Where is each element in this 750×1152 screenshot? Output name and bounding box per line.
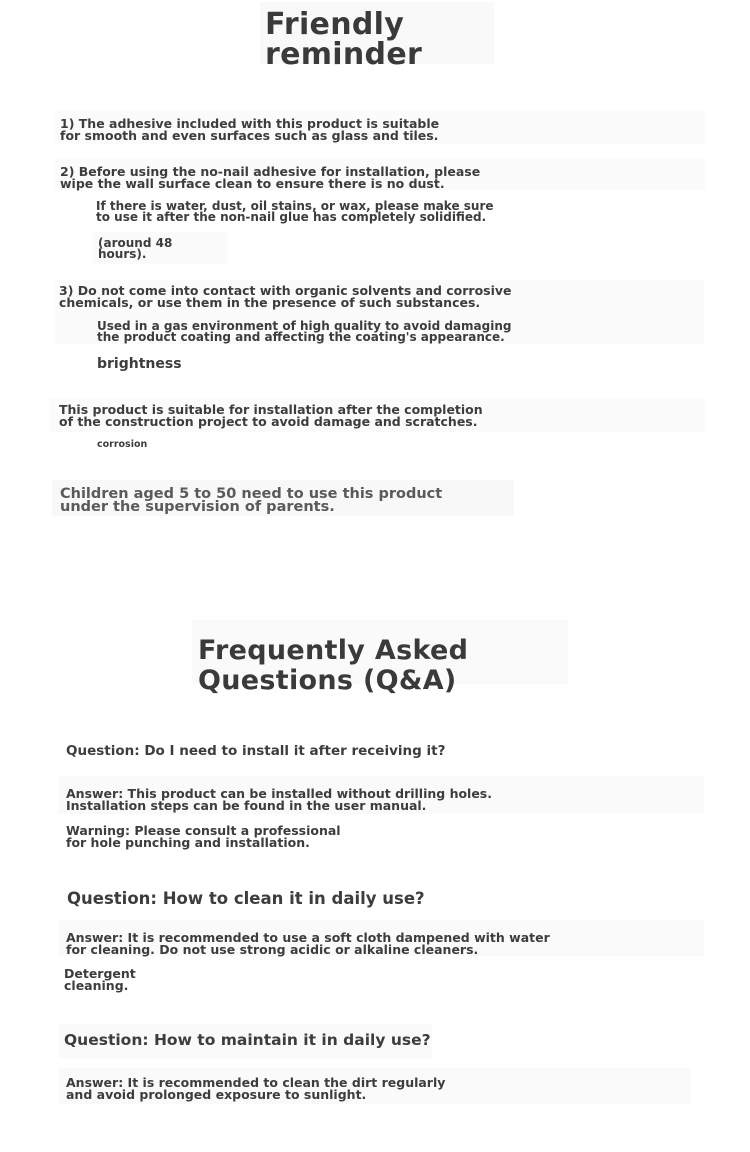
reminder-item-2: 2) Before using the no-nail adhesive for installation, please wipe the wall surface clean to ensure there is no dust.: [60, 164, 481, 191]
reminder-item-3: 3) Do not come into contact with organic solvents and corrosive chemicals, or use them in the presence of such substances.: [59, 283, 512, 310]
faq-answer-2: Answer: It is recommended to use a soft cloth dampened with water for cleaning. Do not use strong acidic or alkaline cleaners.: [66, 930, 550, 957]
reminder-item-1: 1) The adhesive included with this product is suitable for smooth and even surfaces such as glass and tiles.: [60, 116, 440, 143]
faq-title: Frequently Asked Questions (Q&A): [198, 635, 469, 696]
faq-question-1: Question: Do I need to install it after receiving it?: [66, 743, 446, 759]
reminder-install-note: This product is suitable for installation after the completion of the construction project to avoid damage and scratches.: [59, 402, 483, 429]
faq-answer-2-extra: Detergent cleaning.: [64, 966, 136, 993]
reminder-item-3-word: brightness: [97, 356, 182, 372]
faq-warning-1: Warning: Please consult a professional for hole punching and installation.: [66, 823, 341, 850]
reminder-title: Friendly reminder: [265, 7, 423, 72]
reminder-item-2-note: If there is water, dust, oil stains, or wax, please make sure to use it after the non-nail glue has completely solidified.: [96, 199, 494, 224]
faq-question-3: Question: How to maintain it in daily use?: [64, 1031, 431, 1049]
reminder-item-2-hours: (around 48 hours).: [98, 236, 173, 261]
reminder-install-word: corrosion: [97, 439, 148, 450]
faq-answer-3: Answer: It is recommended to clean the dirt regularly and avoid prolonged exposure to sunlight.: [66, 1075, 446, 1102]
reminder-item-3-note: Used in a gas environment of high quality to avoid damaging the product coating and affecting the coating's appearance.: [97, 319, 512, 344]
reminder-children-note: Children aged 5 to 50 need to use this product under the supervision of parents.: [60, 486, 443, 515]
faq-answer-1: Answer: This product can be installed without drilling holes. Installation steps can be found in the user manual.: [66, 786, 493, 813]
faq-question-2: Question: How to clean it in daily use?: [67, 889, 425, 908]
